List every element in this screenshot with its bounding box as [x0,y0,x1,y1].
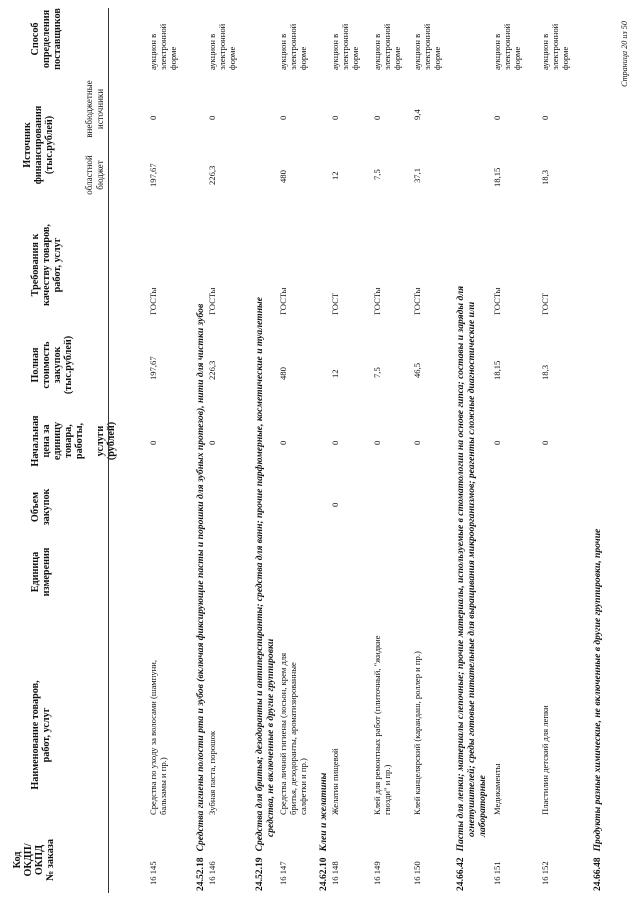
row-name: Клей канцелярский (карандаш, роллер и пр.) [412,651,422,815]
section-heading: 24.52.19Средства для бритья; дезодоранты и антиперспиранты; средства для ванн; прочие парфюмерные, косметические и туалетные [254,297,265,891]
row-method: аукцион в электронной форме [372,23,402,70]
header-funding: Источник финансирования (тыс.рублей) [22,105,55,185]
section-heading-line3: лабораторные [477,775,488,837]
row-regional: 18,3 [540,169,550,185]
row-number: 16 149 [372,861,382,885]
row-full-cost: 12 [330,369,340,378]
row-number: 16 152 [540,861,550,885]
row-start-price: 0 [540,440,550,445]
row-number: 16 147 [278,861,288,885]
row-requirements: ГОСТ [540,292,550,315]
row-requirements: ГОСТы [492,287,502,315]
header-requirements: Требования к качеству товаров, работ, услуг [30,224,63,306]
row-number: 16 146 [207,861,217,885]
row-regional: 37,1 [412,167,422,183]
row-extra: 0 [492,115,502,120]
row-extra: 0 [330,115,340,120]
header-full-cost: Полная стоимость закупок (тыс.рублей) [30,335,74,395]
row-full-cost: 226,3 [207,360,217,380]
header-volume: Объем закупок [30,488,52,526]
row-method: аукцион в электронной форме [148,23,178,70]
row-name: Желатин пищевой [330,748,340,815]
row-extra: 0 [207,115,217,120]
row-requirements: ГОСТ [330,292,340,315]
row-name: Средства по уходу за волосами (шампуни, бальзамы и пр.) [148,660,168,815]
row-method: аукцион в электронной форме [540,23,570,70]
row-start-price: 0 [207,440,217,445]
section-heading-line2: средства, не включенные в другие группировки [265,638,276,837]
row-requirements: ГОСТы [412,287,422,315]
row-full-cost: 197,67 [148,356,158,380]
row-regional: 12 [330,171,340,180]
row-extra: 0 [540,115,550,120]
header-name: Наименование товаров, работ, услуг [30,680,52,790]
section-heading-line2: огнетушителей; среды готовые питательные для выращивания микроорганизмов; реагенты сложные диагностические или [466,301,477,837]
header-method: Способ определения поставщиков [30,8,63,70]
row-name: Зубная паста, порошок [207,730,217,815]
row-name: Пластилин детский для лепки [540,705,550,815]
row-requirements: ГОСТы [278,287,288,315]
row-number: 16 145 [148,861,158,885]
row-name: Клей для ремонтных работ (плиточный, "жидкие гвозди" и пр.) [372,635,392,815]
row-volume: 0 [330,502,340,507]
row-start-price: 0 [372,440,382,445]
row-extra: 9,4 [412,109,422,120]
row-full-cost: 18,15 [492,360,502,380]
row-requirements: ГОСТы [207,287,217,315]
row-method: аукцион в электронной форме [412,23,442,70]
row-extra: 0 [372,115,382,120]
section-heading: 24.62.10Клеи и желатины [318,772,329,891]
row-regional: 480 [278,170,288,183]
row-method: аукцион в электронной форме [330,23,360,70]
row-start-price: 0 [492,440,502,445]
row-number: 16 151 [492,861,502,885]
row-regional: 197,67 [148,163,158,187]
row-regional: 18,15 [492,167,502,187]
page-number: Страница 20 из 50 [620,21,629,87]
header-start-price: Начальная цена за единицу товара, работы, услуги (рублей) [30,415,117,467]
header-funding-extra: внебюджетные источники [84,80,105,138]
header-code: Код ОКДП/ ОКПД № заказа [12,839,56,881]
header-unit: Единица измерения [30,547,52,597]
row-name: Медикаменты [492,763,502,815]
row-start-price: 0 [148,440,158,445]
row-extra: 0 [148,115,158,120]
section-heading: 24.66.48Продукты разные химические, не включенные в другие группировки, прочие [592,528,603,891]
row-method: аукцион в электронной форме [207,23,237,70]
header-funding-regional: областной бюджет [84,155,105,195]
row-method: аукцион в электронной форме [278,23,308,70]
row-name: Средства личной гигиены (лосьон, крем для бритья, дезодоранты, ароматизированные салфетки и пр.) [278,652,308,815]
row-regional: 7,5 [372,169,382,180]
row-regional: 226,3 [207,165,217,185]
row-start-price: 0 [330,440,340,445]
section-heading: 24.52.18Средства гигиены полости рта и зубов (включая фиксирующие пасты и порошки для зубных протезов), нити для чистки зубов [195,303,206,891]
row-start-price: 0 [278,440,288,445]
section-heading: 24.66.42Пасты для лепки; материалы слепочные; прочие материалы, используемые в стоматологии на основе гипса; составы и заряды для [455,285,466,891]
row-number: 16 148 [330,861,340,885]
row-extra: 0 [278,115,288,120]
row-method: аукцион в электронной форме [492,23,522,70]
header-rule [108,8,109,893]
row-requirements: ГОСТы [372,287,382,315]
row-full-cost: 46,5 [412,362,422,378]
row-full-cost: 480 [278,367,288,380]
row-requirements: ГОСТы [148,287,158,315]
row-start-price: 0 [412,440,422,445]
row-full-cost: 7,5 [372,367,382,378]
row-number: 16 150 [412,861,422,885]
row-full-cost: 18,3 [540,364,550,380]
